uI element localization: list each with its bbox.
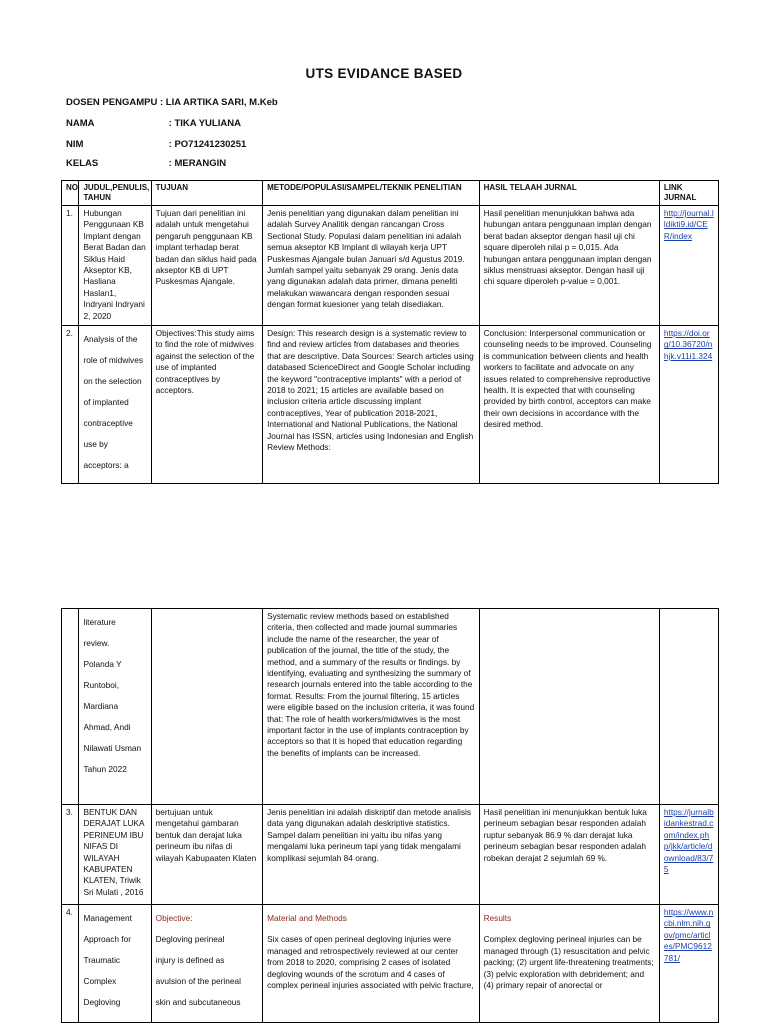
meta-dosen: [66, 97, 278, 108]
document-title: UTS EVIDANCE BASED: [305, 66, 463, 81]
row1-no: 1.: [62, 206, 79, 326]
row2-judul-line: contraceptive: [83, 418, 133, 428]
row2b-judul-line: Polanda Y: [83, 659, 122, 669]
table-row: [62, 805, 719, 905]
header-metode: METODE/POPULASI/SAMPEL/TEKNIK PENELITIAN: [263, 181, 479, 206]
row4-metode: [263, 905, 479, 1023]
row3-judul: BENTUK DAN DERAJAT LUKA PERINEUM IBU NIFAS DI WILAYAH KABUPATEN KLATEN, Triwik Sri Mulati , 2016: [79, 805, 151, 905]
header-tujuan: TUJUAN: [151, 181, 263, 206]
kelas-value: : MERANGIN: [168, 158, 227, 169]
nama-label: NAMA: [66, 118, 95, 129]
meta-nim: [66, 139, 246, 150]
table-row: [62, 326, 719, 484]
row4-tujuan-line: skin and subcutaneous: [155, 997, 241, 1007]
row2b-no: [62, 609, 79, 805]
row1-metode: Jenis penelitian yang digunakan dalam penelitian ini adalah Survey Analitik dengan rancangan Cross Sectional Study. Populasi dalam penelitian ini adalah semua akseptor KB Implant di wilayah kerja UPT Puskesmas Ajangale bulan Januari s/d Agustus 2019. Jumlah sampel yaitu sebanyak 29 orang. Jenis data yang digunakan adalah data primer, dimana peneliti melakukan wawancara dengan responden sesuai dengan format kuesioner yang telah disediakan.: [263, 206, 479, 326]
table-row: [62, 609, 719, 805]
header-judul: JUDUL,PENULIS, TAHUN: [79, 181, 151, 206]
row4-link[interactable]: https://www.ncbi.nlm.nih.gov/pmc/articles/PMC9612781/: [663, 907, 714, 963]
row2b-judul-line: Tahun 2022: [83, 764, 127, 774]
journal-table-page1: [61, 180, 719, 484]
row3-no: 3.: [62, 805, 79, 905]
row3-tujuan: bertujuan untuk mengetahui gambaran bentuk dan derajat luka perineum ibu nifas di wilayah Kabupaaten Klaten: [151, 805, 263, 905]
row2b-judul-line: Nilawati Usman: [83, 743, 142, 753]
row2-judul-line: Analysis of the: [83, 334, 138, 344]
row4-judul-line: Degloving: [83, 997, 121, 1007]
row4-hasil: [479, 905, 659, 1023]
row2b-tujuan: [151, 609, 263, 805]
meta-kelas: [66, 158, 226, 169]
dosen-label: DOSEN PENGAMPU: [66, 97, 158, 108]
row4-tujuan-line: avulsion of the perineal: [155, 976, 241, 986]
row4-tujuan-line: injury is defined as: [155, 955, 225, 965]
row3-hasil: Hasil penelitian ini menunjukkan bentuk luka perineum sebagian besar responden adalah ruptur sebanyak 86.9 % dan derajat luka perineum sebagian besar responden adalah robekan derajat 2 sejumlah 69 %.: [479, 805, 659, 905]
row2b-judul-line: Mardiana: [83, 701, 119, 711]
row2b-judul-line: review.: [83, 638, 110, 648]
nim-value: : PO71241230251: [168, 139, 247, 150]
dosen-value: : LIA ARTIKA SARI, M.Keb: [159, 97, 278, 108]
row2-judul-line: use by: [83, 439, 108, 449]
nim-label: NIM: [66, 139, 84, 150]
row1-hasil: Hasil penelitian menunjukkan bahwa ada hubungan antara penggunaan implan dengan berat badan akseptor dengan hasil uji chi square diperoleh nilai p = 0,015. Ada hubungan antara penggunaan implan dengan siklus menstruasi akseptor. Dengan hasil uji chi square diperoleh p-value = 0,001.: [479, 206, 659, 326]
row2b-judul-line: literature: [83, 617, 116, 627]
row2-hasil: Conclusion: Interpersonal communication or counseling needs to be improved. Counseling is communication between clients and health workers to facilitate and advocate on any issues related to comprehensive reproductive health. It is expected that with counseling provided by birth control, acceptors can make their own decisions in accordance with the desired method.: [479, 326, 659, 484]
row3-link[interactable]: https://jurnalbidankestrad.com/index.php/jkk/article/download/83/75: [663, 807, 714, 875]
row4-no: 4.: [62, 905, 79, 1023]
table-row: [62, 905, 719, 1023]
nama-value: : TIKA YULIANA: [168, 118, 241, 129]
row2b-judul: [79, 609, 151, 805]
row3-metode: Jenis penelitian ini adalah diskriptif dan metode analisis data yang digunakan adalah deskriptive statistics. Sampel dalam penelitian ini yaitu ibu nifas yang mengalami luka perineum tapi yang tidak mengalami komplikasi sejumlah 84 orang.: [263, 805, 479, 905]
table-row: [62, 206, 719, 326]
row1-link[interactable]: http://journal.lldikti9.id/CER/index: [663, 208, 714, 241]
header-hasil: HASIL TELAAH JURNAL: [479, 181, 659, 206]
row2-metode: Design: This research design is a systematic review to find and review articles from databases and theories that are descriptive. Data Sources: Search articles using databased ScienceDirect and Google Scholar including the keyword "contraceptive implants" with a period of 2018 to 2021; 15 articles are available based on inclusion criteria article discussing implant contraceptives, Year of publication 2018-2021, International and National Publications, the National Journal has ISSN, articles using Indonesian and English Review Methods:: [263, 326, 479, 484]
meta-nama: [66, 118, 241, 129]
journal-table-page2: [61, 608, 719, 1023]
row2b-judul-line: Runtoboi,: [83, 680, 120, 690]
row2b-judul-line: Ahmad, Andi: [83, 722, 131, 732]
row4-judul-line: Management: [83, 913, 132, 923]
row4-hasil-heading: Results: [483, 913, 512, 923]
row4-judul-line: Traumatic: [83, 955, 121, 965]
row4-metode-heading: Material and Methods: [267, 913, 347, 923]
row4-judul-line: Complex: [83, 976, 117, 986]
row2-judul-line: role of midwives: [83, 355, 143, 365]
row4-judul-line: Approach for: [83, 934, 131, 944]
row4-tujuan-line: Degloving perineal: [155, 934, 225, 944]
row2-judul: [79, 326, 151, 484]
row2b-metode: Systematic review methods based on established criteria, then collected and made journal summaries include the name of the researcher, the year of publication of the journal, the title of the study, the method, and a summary of the results or findings. by identifying, evaluating and synthesizing the summary of research journals entered into the table according to the format. Results: From the journal filtering, 15 articles were eligible based on the inclusion criteria, it was found that: The role of health workers/midwives is the most important factor in the use of implants contraception by acceptors so that it is hoped that education regarding the benefits of implants can be increased.: [263, 609, 479, 805]
row4-hasil-text: Complex degloving perineal injuries can be managed through (1) resuscitation and pelvic packing; (2) urgent life-threatening treatments; (3) pelvic exploration with debridement; and (4) primary repair of anorectal or: [483, 934, 654, 991]
row2-judul-line: of implanted: [83, 397, 129, 407]
row4-tujuan: [151, 905, 263, 1023]
kelas-label: KELAS: [66, 158, 99, 169]
row4-judul: [79, 905, 151, 1023]
row2-judul-line: on the selection: [83, 376, 142, 386]
row2-no: 2.: [62, 326, 79, 484]
row4-metode-text: Six cases of open perineal degloving injuries were managed and retrospectively reviewed at our center from 2018 to 2020, comprising 2 cases of isolated degloving wounds of the scrotum and 4 cases of complex perineal injuries associated with pelvic fracture,: [267, 934, 474, 991]
row1-judul: Hubungan Penggunaan KB Implant dengan Berat Badan dan Siklus Haid Akseptor KB, Hasliana Haslan1, Indryani Indryani 2, 2020: [79, 206, 151, 326]
table-header-row: [62, 181, 719, 206]
row4-tujuan-heading: Objective:: [155, 913, 193, 923]
header-link: LINK JURNAL: [659, 181, 718, 206]
row2b-link: [659, 609, 718, 805]
header-no: NO: [62, 181, 79, 206]
row2-judul-line: acceptors: a: [83, 460, 129, 470]
row1-tujuan: Tujuan dari penelitian ini adalah untuk mengetahui pengaruh penggunaan KB implant terhadap berat badan dan siklus haid pada akseptor KB di UPT Puskesmas Ajangale.: [151, 206, 263, 326]
row2-link[interactable]: https://doi.org/10.36720/nhjk.v11i1.324: [663, 328, 713, 361]
row2-tujuan: Objectives:This study aims to find the role of midwives against the selection of the use of implanted contraceptives by acceptors.: [151, 326, 263, 484]
row2b-hasil: [479, 609, 659, 805]
